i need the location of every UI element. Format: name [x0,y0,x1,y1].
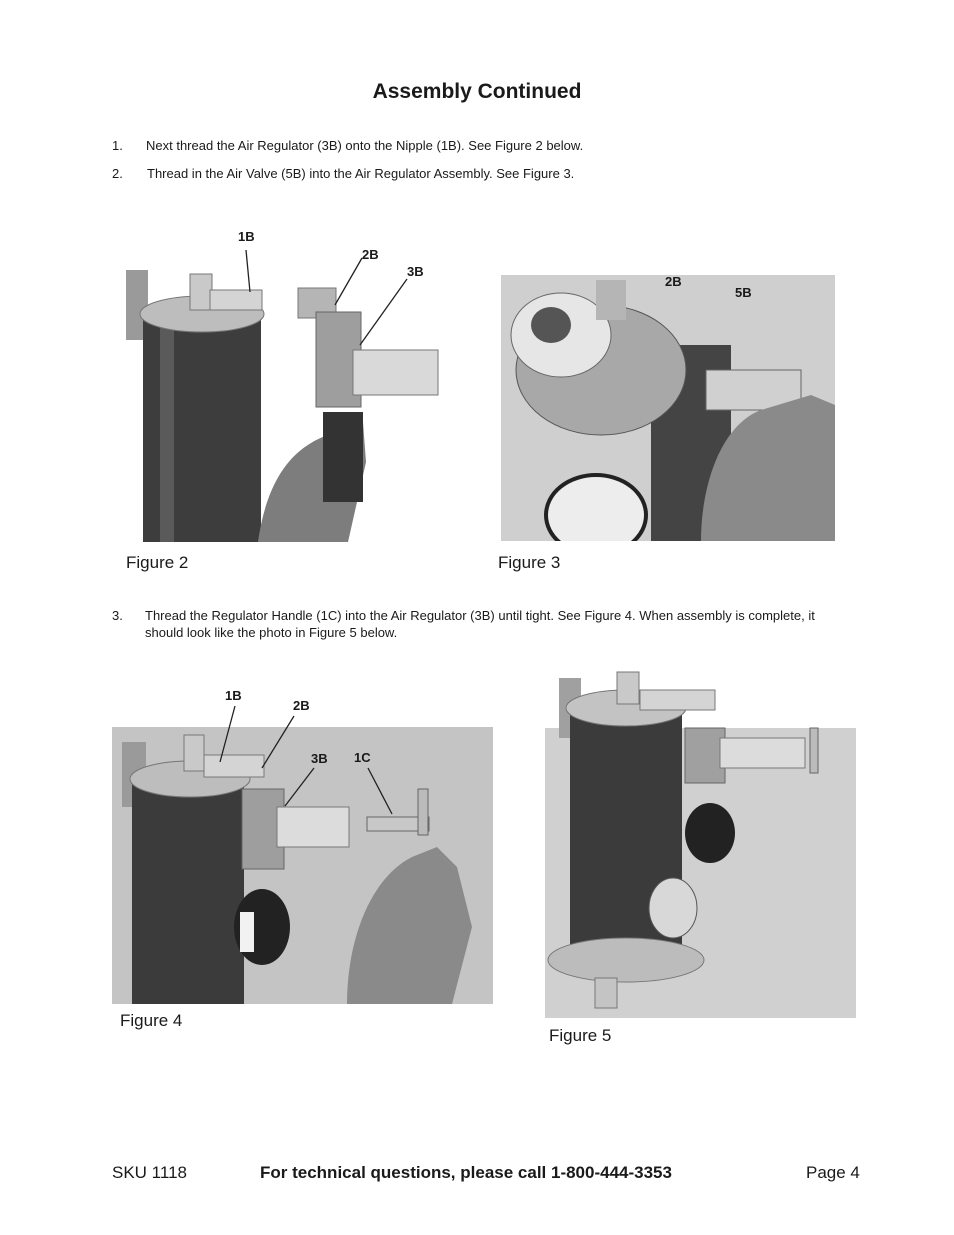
callout-2b: 2B [362,247,379,262]
callout-1b: 1B [238,229,255,244]
figure-5-caption: Figure 5 [549,1026,612,1045]
step-text: Next thread the Air Regulator (3B) onto the Nipple (1B). See Figure 2 below. [146,138,584,153]
figure-4-illustration [112,727,493,1004]
figure-3-caption: Figure 3 [498,553,561,572]
step-text: Thread the Regulator Handle (1C) into the Air Regulator (3B) until tight. See Figure 4. When assembly is complete, it [145,608,815,623]
callout-3b: 3B [407,264,424,279]
footer-sku: SKU 1118 [112,1163,187,1182]
figure-2-illustration [108,262,456,542]
step-number: 2. [112,166,123,181]
figure-4-photo [112,727,493,1004]
step-2 [112,165,872,183]
footer-support-phone: For technical questions, please call 1-800-444-3353 [260,1163,672,1182]
step-number: 1. [112,138,123,153]
callout-2b: 2B [665,274,682,289]
figure-5-photo [545,668,856,1018]
step-number: 3. [112,608,123,623]
page-title: Assembly Continued [372,80,582,103]
step-text-continued: should look like the photo in Figure 5 below. [145,625,398,640]
step-3 [112,607,882,643]
callout-1b: 1B [225,688,242,703]
callout-2b: 2B [293,698,310,713]
callout-5b: 5B [735,285,752,300]
figure-3-photo [501,275,835,541]
footer-page-number: Page 4 [806,1163,860,1182]
callout-1c: 1C [354,750,371,765]
figure-2-photo [108,262,456,542]
figure-2-caption: Figure 2 [126,553,189,572]
step-1 [112,137,872,155]
callout-3b: 3B [311,751,328,766]
figure-5-illustration [545,668,856,1018]
figure-4-caption: Figure 4 [120,1011,183,1030]
step-text: Thread in the Air Valve (5B) into the Air Regulator Assembly. See Figure 3. [147,166,575,181]
figure-3-illustration [501,275,835,541]
